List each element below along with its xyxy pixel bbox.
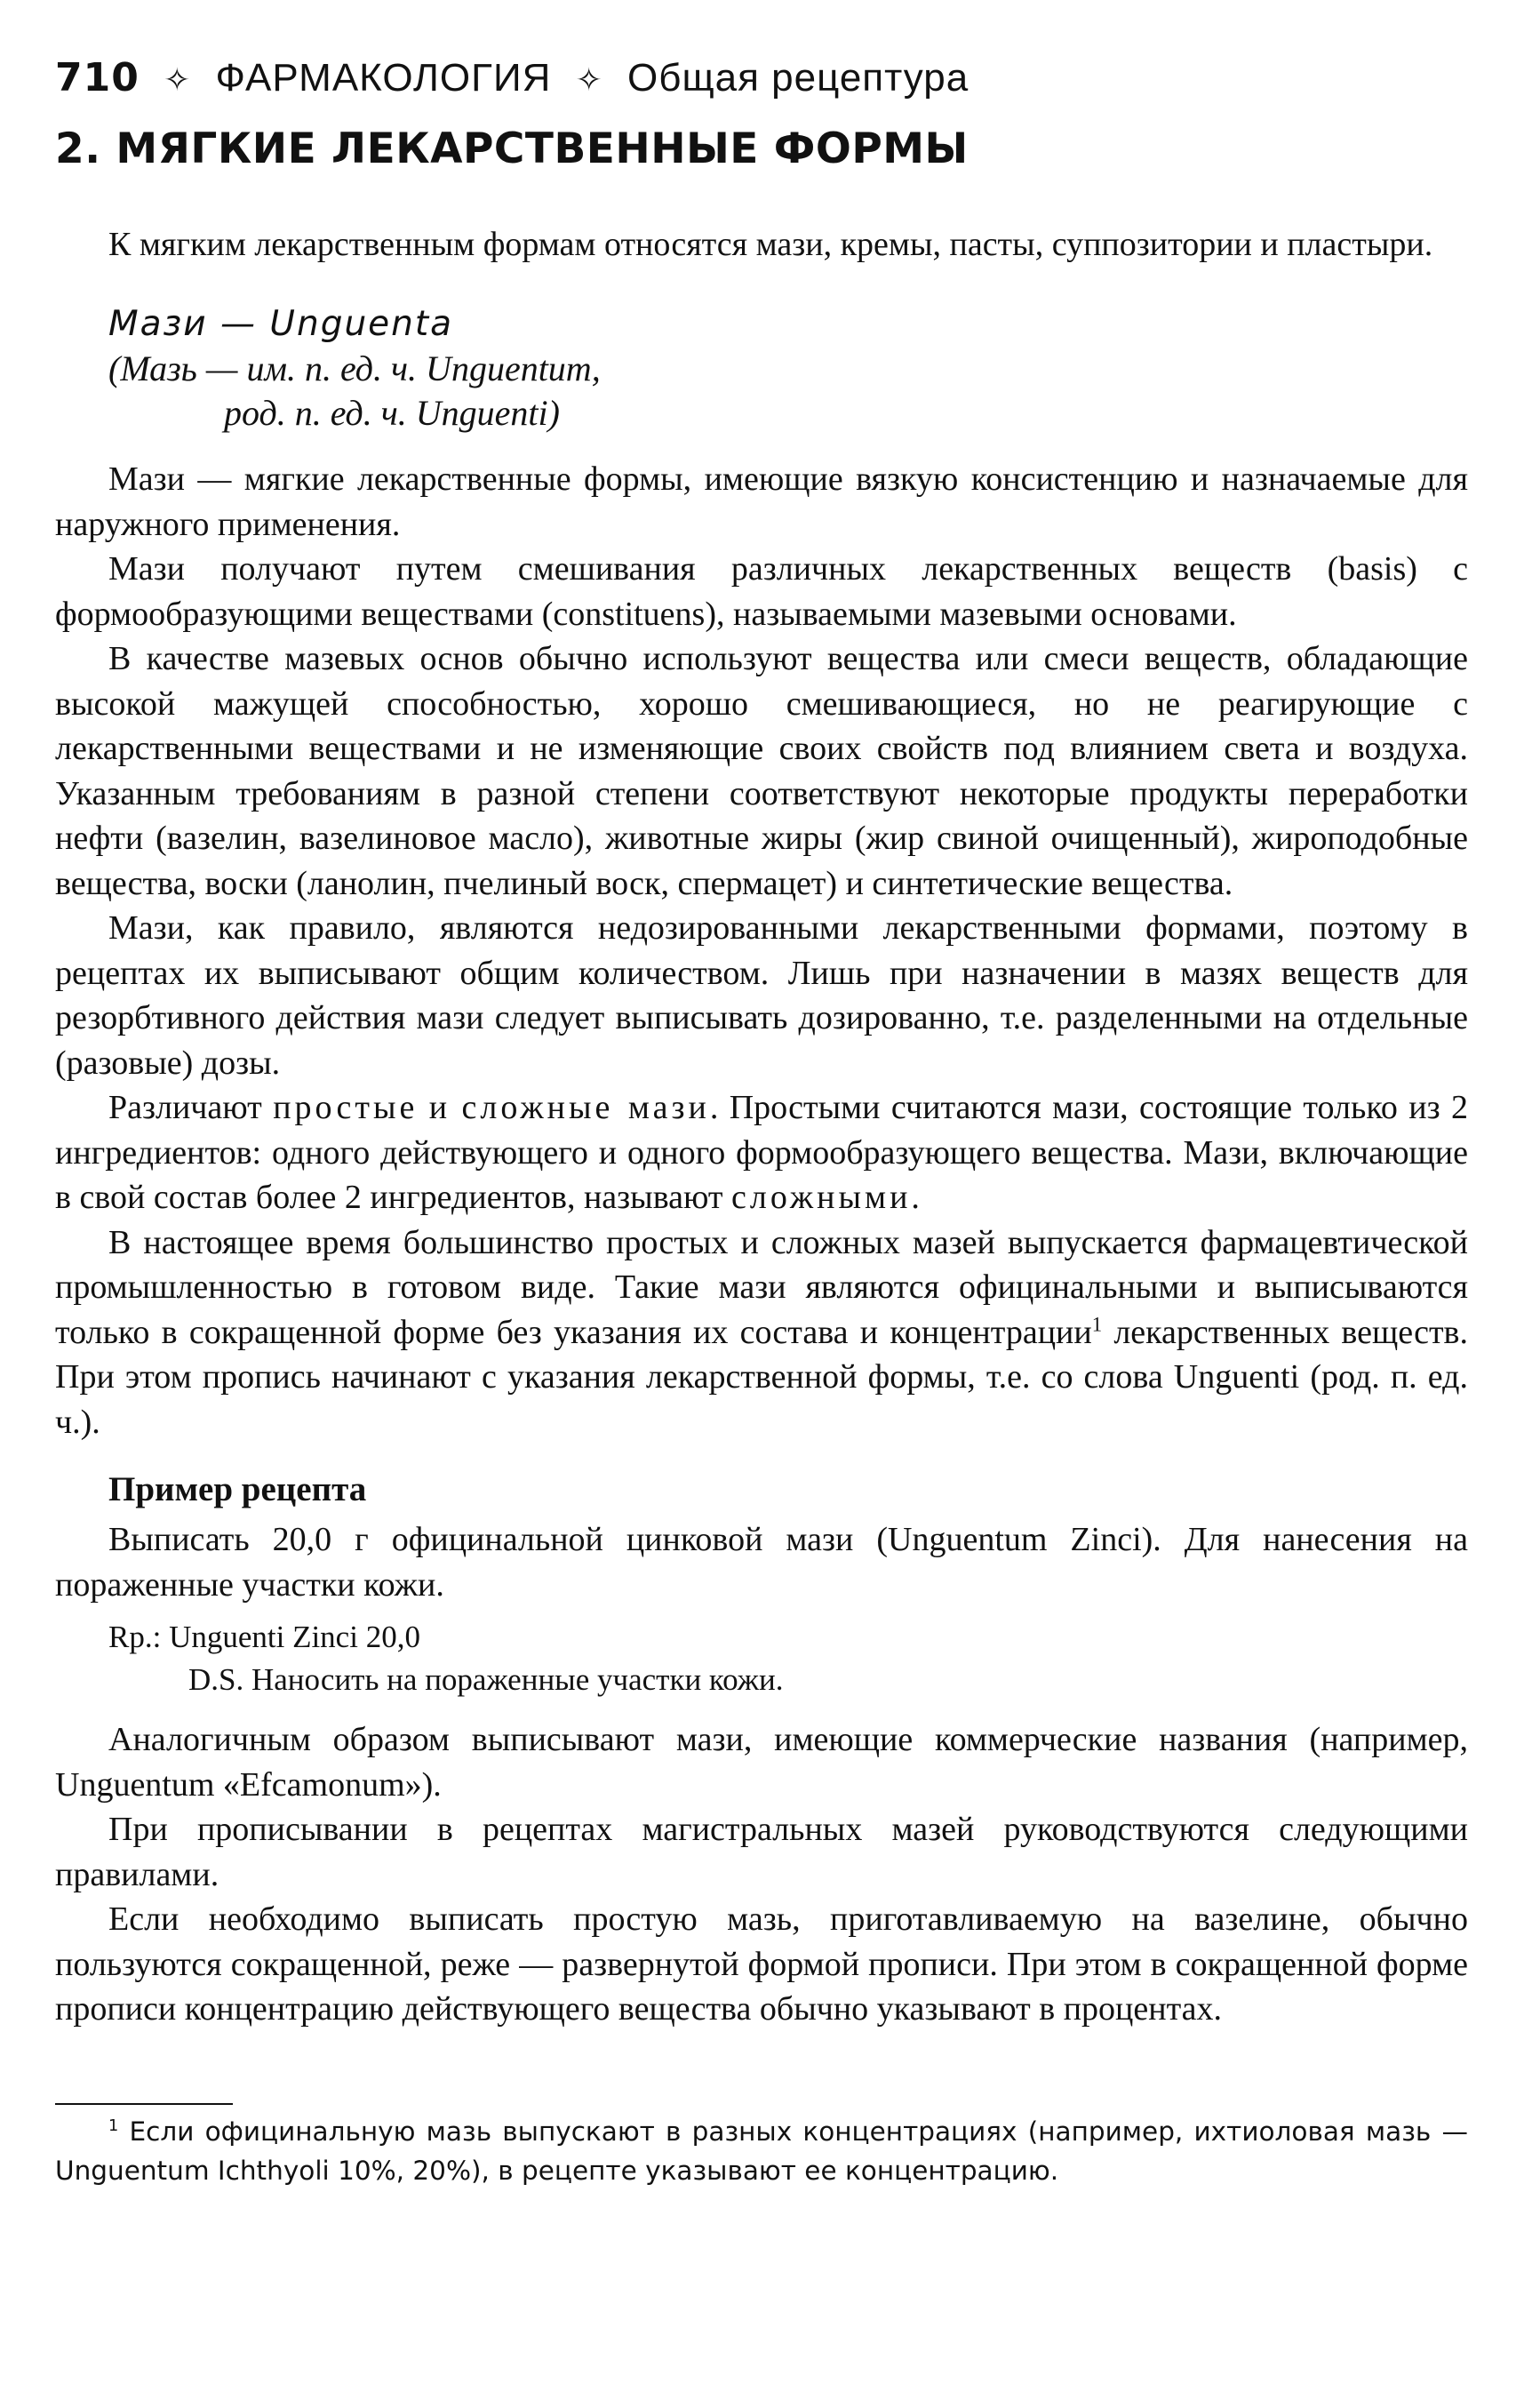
- paragraph: При прописывании в рецептах магистральных мазей руководствуются следующими правилами.: [55, 1811, 1468, 1893]
- paragraph: Мази получают путем смешивания различных лекарственных веществ (basis) с формообразующими веществами (constituens), называемыми мазевыми основами.: [55, 550, 1468, 633]
- chapter-title: 2. МЯГКИЕ ЛЕКАРСТВЕННЫЕ ФОРМЫ: [55, 124, 969, 173]
- spaced-term: сложными: [731, 1179, 912, 1216]
- text-run: .: [911, 1179, 920, 1216]
- footnote: [55, 2112, 1468, 2190]
- body-text: [55, 457, 1468, 2032]
- prescription-line: D.S. Наносить на пораженные участки кожи.: [188, 1662, 784, 1697]
- text-run: В настоящее время большинство простых и сложных мазей выпускается фармацевтической промышленностью в готовом виде. Такие мази являются официнальными и выписываются только в сокращенной форме без указания их состава и концентрации: [55, 1223, 1468, 1351]
- paragraph: Мази, как правило, являются недозированными лекарственными формами, поэтому в рецептах их выписывают общим количеством. Лишь при назначении в мазях веществ для резорбтивного действия мази следует выписывать дозированно, т.е. разделенными на отдельные (разовые) дозы.: [55, 909, 1468, 1082]
- paragraph: [55, 1220, 1468, 1445]
- header-section: ФАРМАКОЛОГИЯ: [215, 56, 552, 100]
- separator-icon: ✧: [575, 61, 603, 98]
- subheading-line: (Мазь — им. п. ед. ч. Unguentum,: [108, 348, 601, 388]
- spaced-term: простые: [273, 1089, 419, 1126]
- subheading-line: род. п. ед. ч. Unguenti): [224, 393, 560, 433]
- paragraph: В качестве мазевых основ обычно используют вещества или смеси веществ, обладающие высокой мажущей способностью, хорошо смешивающиеся, но не реагирующие с лекарственными веществами и не изменяющие своих свойств под влиянием света и воздуха. Указанным требованиям в разной степени соответствуют некоторые продукты переработки нефти (вазелин, вазелиновое масло), животные жиры (жир свиной очищенный), жироподобные вещества, воски (ланолин, пчелиный воск, спермацет) и синтетические вещества.: [55, 640, 1468, 902]
- prescription-line: Rp.: Unguenti Zinci 20,0: [108, 1620, 420, 1654]
- page-number: 710: [55, 55, 140, 100]
- paragraph: Аналогичным образом выписывают мази, имеющие коммерческие названия (например, Unguentum «Efcamonum»).: [55, 1721, 1468, 1804]
- footnote-text: Если официнальную мазь выпускают в разных концентрациях (например, ихтиоловая мазь — Unguentum Ichthyoli 10%, 20%), в рецепте указывают ее концентрацию.: [55, 2116, 1468, 2186]
- section-subheading: [108, 302, 1468, 436]
- document-page: [55, 52, 1468, 2190]
- paragraph: Мази — мягкие лекарственные формы, имеющие вязкую консистенцию и назначаемые для наружного применения.: [55, 460, 1468, 543]
- footnote-ref: 1: [1091, 1312, 1103, 1335]
- example-task: Выписать 20,0 г официнальной цинковой мази (Unguentum Zinci). Для нанесения на пораженные участки кожи.: [55, 1521, 1468, 1604]
- example-heading: Пример рецепта: [108, 1470, 367, 1508]
- spaced-term: и: [428, 1089, 451, 1126]
- footnote-divider: [55, 2103, 233, 2105]
- header-subsection: Общая рецептура: [627, 56, 969, 100]
- paragraph: Если необходимо выписать простую мазь, приготавливаемую на вазелине, обычно пользуются сокращенной, реже — развернутой формой прописи. При этом в сокращенной форме прописи концентрацию действующего вещества обычно указывают в процентах.: [55, 1900, 1468, 2028]
- text-run: Различают: [108, 1089, 262, 1126]
- spaced-term: сложные мази: [461, 1089, 710, 1126]
- separator-icon: ✧: [164, 61, 192, 98]
- lead-paragraph: К мягким лекарственным формам относятся мази, кремы, пасты, суппозитории и пластыри.: [108, 226, 1433, 263]
- footnote-marker: 1: [108, 2116, 119, 2135]
- prescription-block: [108, 1616, 1468, 1701]
- text-run: лекарственных веществ. При этом пропись начинают с указания лекарственной формы, т.е. со слова Unguenti (род. п. ед. ч.).: [55, 1313, 1469, 1441]
- running-header: [55, 52, 1468, 107]
- text-run: . Простыми считаются мази, состоящие только из 2 ингредиентов: одного действующего и одного формообразующего вещества. Мази, включающие в свой состав более 2 ингредиентов, называют: [55, 1089, 1469, 1216]
- paragraph: [55, 1085, 1468, 1220]
- subheading-line: Мази — Unguenta: [108, 304, 454, 344]
